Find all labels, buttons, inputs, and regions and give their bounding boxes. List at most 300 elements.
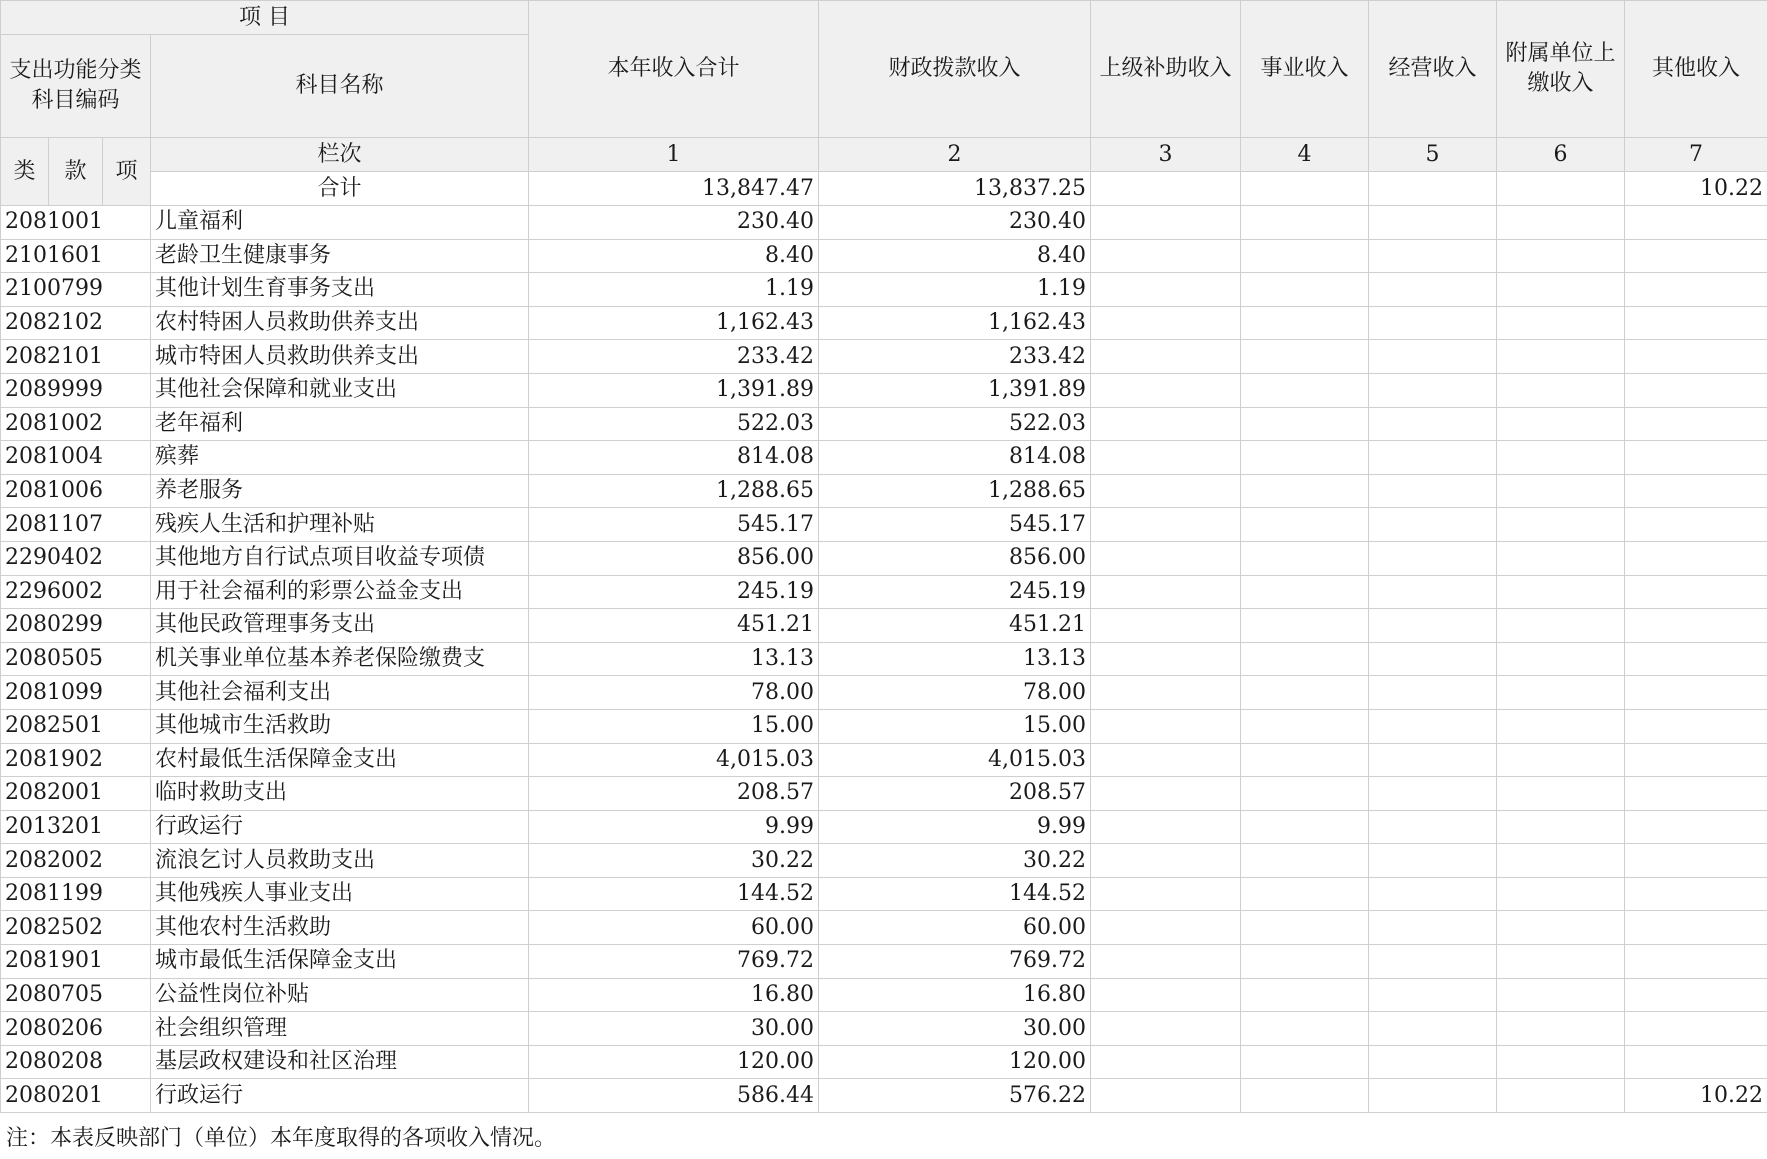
amount-cell [1241,239,1369,273]
amount-cell [1091,844,1241,878]
table-row [1,911,1767,945]
amount-cell [1241,709,1369,743]
amount-cell [1497,373,1625,407]
code-header: 支出功能分类科目编码 [1,35,151,138]
amount-cell: 1,162.43 [529,306,819,340]
subject-code: 2080208 [1,1045,151,1079]
table-row [1,709,1767,743]
amount-cell [1497,1012,1625,1046]
subject-name: 行政运行 [151,810,529,844]
table-row [1,945,1767,979]
amount-cell [1625,273,1767,307]
subject-code: 2089999 [1,373,151,407]
amount-cell [1369,844,1497,878]
amount-cell [1091,1079,1241,1113]
amount-cell: 451.21 [529,609,819,643]
subject-code: 2082102 [1,306,151,340]
amount-cell: 13.13 [819,642,1091,676]
amount-cell [1497,340,1625,374]
subject-code: 2081002 [1,407,151,441]
subject-name: 其他城市生活救助 [151,709,529,743]
table-row [1,609,1767,643]
amount-cell [1625,844,1767,878]
total-cell [1241,172,1369,206]
amount-cell [1497,911,1625,945]
subject-name: 殡葬 [151,441,529,475]
col-number: 5 [1369,138,1497,172]
amount-cell: 78.00 [819,676,1091,710]
subject-code: 2081004 [1,441,151,475]
amount-cell: 1,391.89 [819,373,1091,407]
total-cell: 10.22 [1625,172,1767,206]
amount-cell [1497,777,1625,811]
amount-cell [1497,1045,1625,1079]
amount-cell: 30.22 [819,844,1091,878]
amount-cell [1241,541,1369,575]
amount-cell [1625,1045,1767,1079]
amount-cell [1497,609,1625,643]
table-row [1,508,1767,542]
subject-name: 机关事业单位基本养老保险缴费支 [151,642,529,676]
amount-cell [1369,239,1497,273]
subject-code: 2082001 [1,777,151,811]
amount-cell [1497,945,1625,979]
subject-name: 农村最低生活保障金支出 [151,743,529,777]
amount-cell: 1,288.65 [819,474,1091,508]
amount-cell [1625,945,1767,979]
amount-cell [1241,642,1369,676]
amount-cell [1091,306,1241,340]
col-header-other-income: 其他收入 [1625,1,1767,138]
amount-cell [1241,206,1369,240]
table-row [1,373,1767,407]
subject-name: 其他社会保障和就业支出 [151,373,529,407]
amount-cell [1241,945,1369,979]
subject-code: 2082002 [1,844,151,878]
amount-cell [1241,306,1369,340]
amount-cell: 60.00 [819,911,1091,945]
amount-cell [1369,306,1497,340]
amount-cell [1497,642,1625,676]
table-row [1,575,1767,609]
amount-cell [1625,1012,1767,1046]
col-header-business-income: 事业收入 [1241,1,1369,138]
table-row [1,810,1767,844]
amount-cell: 522.03 [819,407,1091,441]
subject-code: 2013201 [1,810,151,844]
amount-cell [1625,810,1767,844]
sub-header-xiang: 项 [103,138,151,206]
amount-cell [1369,441,1497,475]
subject-name: 老龄卫生健康事务 [151,239,529,273]
amount-cell: 451.21 [819,609,1091,643]
amount-cell: 1.19 [819,273,1091,307]
amount-cell [1625,676,1767,710]
col-number: 4 [1241,138,1369,172]
amount-cell: 30.00 [529,1012,819,1046]
amount-cell [1625,340,1767,374]
amount-cell [1091,709,1241,743]
subject-code: 2081199 [1,877,151,911]
amount-cell [1625,877,1767,911]
amount-cell [1369,541,1497,575]
amount-cell [1497,1079,1625,1113]
amount-cell [1369,407,1497,441]
amount-cell [1369,1045,1497,1079]
col-number: 6 [1497,138,1625,172]
subject-code: 2081901 [1,945,151,979]
amount-cell: 8.40 [819,239,1091,273]
amount-cell: 814.08 [529,441,819,475]
amount-cell [1241,877,1369,911]
amount-cell: 60.00 [529,911,819,945]
amount-cell [1625,709,1767,743]
amount-cell [1241,844,1369,878]
amount-cell [1625,642,1767,676]
total-cell: 13,837.25 [819,172,1091,206]
amount-cell: 30.22 [529,844,819,878]
subject-code: 2080206 [1,1012,151,1046]
amount-cell [1625,978,1767,1012]
subject-name: 老年福利 [151,407,529,441]
amount-cell [1369,508,1497,542]
table-row [1,743,1767,777]
amount-cell: 233.42 [819,340,1091,374]
amount-cell [1091,441,1241,475]
amount-cell [1625,407,1767,441]
subject-code: 2082502 [1,911,151,945]
amount-cell: 15.00 [529,709,819,743]
amount-cell [1497,474,1625,508]
amount-cell [1625,474,1767,508]
amount-cell [1497,743,1625,777]
amount-cell [1091,810,1241,844]
amount-cell [1625,541,1767,575]
amount-cell [1625,777,1767,811]
table-row [1,239,1767,273]
col-header-superior-subsidy: 上级补助收入 [1091,1,1241,138]
subject-name: 其他地方自行试点项目收益专项债 [151,541,529,575]
amount-cell [1369,777,1497,811]
table-row [1,978,1767,1012]
amount-cell: 230.40 [819,206,1091,240]
amount-cell [1369,1079,1497,1113]
amount-cell [1497,575,1625,609]
table-row [1,441,1767,475]
table-row [1,206,1767,240]
subject-code: 2082101 [1,340,151,374]
amount-cell: 1,288.65 [529,474,819,508]
project-label: 项 目 [1,1,529,35]
amount-cell [1369,273,1497,307]
amount-cell: 120.00 [819,1045,1091,1079]
amount-cell [1091,877,1241,911]
amount-cell [1091,575,1241,609]
amount-cell [1241,609,1369,643]
amount-cell: 522.03 [529,407,819,441]
amount-cell [1369,474,1497,508]
amount-cell [1369,1012,1497,1046]
amount-cell: 16.80 [529,978,819,1012]
amount-cell [1241,676,1369,710]
amount-cell: 856.00 [529,541,819,575]
subject-name: 残疾人生活和护理补贴 [151,508,529,542]
amount-cell [1497,441,1625,475]
subject-code: 2080705 [1,978,151,1012]
amount-cell [1241,474,1369,508]
amount-cell [1369,575,1497,609]
amount-cell [1625,306,1767,340]
amount-cell [1091,1012,1241,1046]
amount-cell [1369,743,1497,777]
col-number: 1 [529,138,819,172]
subject-name: 养老服务 [151,474,529,508]
amount-cell [1497,239,1625,273]
col-header-operating-income: 经营收入 [1369,1,1497,138]
header-row-project [1,1,1767,35]
amount-cell [1369,373,1497,407]
amount-cell [1497,676,1625,710]
sub-header-lei: 类 [1,138,49,206]
table-row [1,407,1767,441]
amount-cell [1091,676,1241,710]
amount-cell: 233.42 [529,340,819,374]
amount-cell [1091,239,1241,273]
amount-cell [1369,978,1497,1012]
amount-cell [1497,407,1625,441]
amount-cell [1625,743,1767,777]
amount-cell [1241,407,1369,441]
subject-code: 2081902 [1,743,151,777]
col-number: 2 [819,138,1091,172]
subject-name: 城市特困人员救助供养支出 [151,340,529,374]
amount-cell [1369,945,1497,979]
amount-cell [1091,1045,1241,1079]
amount-cell [1091,541,1241,575]
amount-cell [1497,306,1625,340]
col-header-total-income: 本年收入合计 [529,1,819,138]
table-row [1,340,1767,374]
amount-cell: 1,391.89 [529,373,819,407]
amount-cell [1369,810,1497,844]
subject-name: 其他计划生育事务支出 [151,273,529,307]
amount-cell [1369,676,1497,710]
amount-cell: 120.00 [529,1045,819,1079]
subject-name: 流浪乞讨人员救助支出 [151,844,529,878]
col-number: 3 [1091,138,1241,172]
subject-name: 用于社会福利的彩票公益金支出 [151,575,529,609]
header-row-column-numbers [1,138,1767,172]
amount-cell [1091,508,1241,542]
amount-cell: 16.80 [819,978,1091,1012]
col-header-fiscal-allocation: 财政拨款收入 [819,1,1091,138]
amount-cell: 4,015.03 [819,743,1091,777]
subject-code: 2081107 [1,508,151,542]
table-row [1,1012,1767,1046]
amount-cell [1369,642,1497,676]
subject-code: 2080505 [1,642,151,676]
total-cell: 13,847.47 [529,172,819,206]
amount-cell [1241,777,1369,811]
amount-cell [1091,743,1241,777]
table-row [1,676,1767,710]
amount-cell [1241,810,1369,844]
amount-cell [1091,642,1241,676]
amount-cell: 245.19 [529,575,819,609]
amount-cell: 10.22 [1625,1079,1767,1113]
total-cell [1497,172,1625,206]
amount-cell [1091,911,1241,945]
table-row [1,642,1767,676]
amount-cell: 856.00 [819,541,1091,575]
subject-code: 2296002 [1,575,151,609]
amount-cell [1241,273,1369,307]
amount-cell [1091,206,1241,240]
amount-cell: 15.00 [819,709,1091,743]
amount-cell [1241,373,1369,407]
amount-cell: 545.17 [819,508,1091,542]
subject-code: 2081001 [1,206,151,240]
total-cell [1369,172,1497,206]
col-number: 7 [1625,138,1767,172]
amount-cell [1241,1045,1369,1079]
amount-cell: 144.52 [819,877,1091,911]
amount-cell [1091,407,1241,441]
amount-cell: 4,015.03 [529,743,819,777]
amount-cell: 586.44 [529,1079,819,1113]
amount-cell: 8.40 [529,239,819,273]
amount-cell [1091,340,1241,374]
subject-name: 儿童福利 [151,206,529,240]
amount-cell [1497,508,1625,542]
amount-cell [1625,508,1767,542]
amount-cell [1369,206,1497,240]
amount-cell [1497,206,1625,240]
table-row [1,1045,1767,1079]
subject-name: 其他残疾人事业支出 [151,877,529,911]
subject-name: 城市最低生活保障金支出 [151,945,529,979]
amount-cell [1091,945,1241,979]
amount-cell [1091,777,1241,811]
table-row [1,877,1767,911]
subject-name: 社会组织管理 [151,1012,529,1046]
subject-name: 其他民政管理事务支出 [151,609,529,643]
table-row [1,777,1767,811]
amount-cell [1369,877,1497,911]
amount-cell [1625,575,1767,609]
total-label: 合计 [151,172,529,206]
amount-cell [1241,911,1369,945]
subject-name: 临时救助支出 [151,777,529,811]
amount-cell: 245.19 [819,575,1091,609]
subject-name: 其他农村生活救助 [151,911,529,945]
amount-cell [1497,273,1625,307]
total-row [1,172,1767,206]
subject-code: 2100799 [1,273,151,307]
subject-code: 2080201 [1,1079,151,1113]
subject-code: 2082501 [1,709,151,743]
amount-cell: 208.57 [819,777,1091,811]
amount-cell: 1.19 [529,273,819,307]
amount-cell [1241,508,1369,542]
amount-cell [1497,844,1625,878]
amount-cell [1241,743,1369,777]
amount-cell [1369,911,1497,945]
amount-cell: 769.72 [529,945,819,979]
amount-cell: 230.40 [529,206,819,240]
amount-cell: 9.99 [819,810,1091,844]
subject-name: 农村特困人员救助供养支出 [151,306,529,340]
subject-code: 2081006 [1,474,151,508]
amount-cell: 1,162.43 [819,306,1091,340]
amount-cell [1241,441,1369,475]
amount-cell: 576.22 [819,1079,1091,1113]
subject-code: 2290402 [1,541,151,575]
amount-cell [1625,206,1767,240]
amount-cell: 78.00 [529,676,819,710]
amount-cell [1625,373,1767,407]
amount-cell: 9.99 [529,810,819,844]
subject-code: 2081099 [1,676,151,710]
amount-cell: 13.13 [529,642,819,676]
amount-cell: 144.52 [529,877,819,911]
amount-cell: 814.08 [819,441,1091,475]
amount-cell [1625,609,1767,643]
amount-cell [1091,373,1241,407]
total-cell [1091,172,1241,206]
amount-cell [1497,709,1625,743]
amount-cell [1625,239,1767,273]
table-row [1,306,1767,340]
subject-code: 2080299 [1,609,151,643]
amount-cell [1625,911,1767,945]
amount-cell [1091,273,1241,307]
subject-name: 基层政权建设和社区治理 [151,1045,529,1079]
lanci-label: 栏次 [151,138,529,172]
amount-cell [1369,340,1497,374]
table-footnote: 注：本表反映部门（单位）本年度取得的各项收入情况。 [6,1126,557,1151]
amount-cell [1369,709,1497,743]
amount-cell [1091,978,1241,1012]
amount-cell: 30.00 [819,1012,1091,1046]
amount-cell: 208.57 [529,777,819,811]
col-header-affiliate-remittance: 附属单位上缴收入 [1497,1,1625,138]
amount-cell [1497,978,1625,1012]
table-row [1,844,1767,878]
subject-code: 2101601 [1,239,151,273]
sub-header-kuan: 款 [49,138,103,206]
amount-cell [1241,1079,1369,1113]
amount-cell [1497,810,1625,844]
subject-name: 公益性岗位补贴 [151,978,529,1012]
amount-cell [1241,575,1369,609]
amount-cell [1091,474,1241,508]
amount-cell [1241,1012,1369,1046]
name-header: 科目名称 [151,35,529,138]
amount-cell: 545.17 [529,508,819,542]
amount-cell [1241,340,1369,374]
table-row [1,1079,1767,1113]
subject-name: 其他社会福利支出 [151,676,529,710]
amount-cell [1091,609,1241,643]
amount-cell [1369,609,1497,643]
table-row [1,273,1767,307]
amount-cell [1625,441,1767,475]
subject-name: 行政运行 [151,1079,529,1113]
amount-cell [1497,877,1625,911]
amount-cell: 769.72 [819,945,1091,979]
amount-cell [1497,541,1625,575]
